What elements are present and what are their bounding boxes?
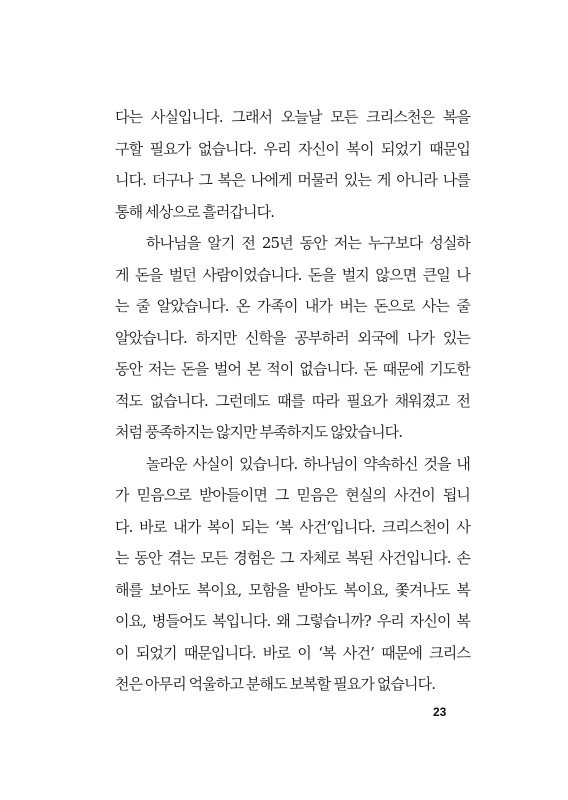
text-line: 게 돈을 벌던 사람이었습니다. 돈을 벌지 않으면 큰일 나 (115, 265, 470, 284)
text-line: 다는 사실입니다. 그래서 오늘날 모든 크리스천은 복을 (115, 108, 470, 126)
text-line: 동안 저는 돈을 벌어 본 적이 없습니다. 돈 때문에 기도한 (115, 360, 470, 378)
text-line: 놀라운 사실이 있습니다. 하나님이 약속하신 것을 내 (146, 454, 470, 473)
text-line: 적도 없습니다. 그런데도 때를 따라 필요가 채워졌고 전 (115, 391, 470, 410)
text-line: 하나님을 알기 전 25년 동안 저는 누구보다 성실하 (146, 234, 470, 252)
page-number: 23 (433, 705, 447, 719)
text-line: 해를 보아도 복이요, 모함을 받아도 복이요, 쫓겨나도 복 (115, 580, 470, 599)
paragraph-3 (115, 449, 470, 701)
body-text (115, 102, 470, 701)
text-line: 이요, 병들어도 복입니다. 왜 그렇습니까? 우리 자신이 복 (115, 612, 470, 630)
text-line: 가 믿음으로 받아들이면 그 믿음은 현실의 사건이 됩니 (115, 486, 470, 504)
text-line: 처럼 풍족하지는 않지만 부족하지도 않았습니다. (115, 423, 403, 441)
text-line: 다. 바로 내가 복이 되는 ‘복 사건’입니다. 크리스천이 사 (115, 517, 470, 536)
text-line: 천은 아무리 억울하고 분해도 보복할 필요가 없습니다. (115, 675, 436, 693)
paragraph-1 (115, 102, 470, 228)
text-line: 알았습니다. 하지만 신학을 공부하러 외국에 나가 있는 (115, 328, 470, 347)
text-line: 통해 세상으로 흘러갑니다. (115, 202, 275, 221)
paragraph-2 (115, 228, 470, 449)
text-line: 는 줄 알았습니다. 온 가족이 내가 버는 돈으로 사는 줄 (115, 297, 470, 315)
text-line: 니다. 더구나 그 복은 나에게 머물러 있는 게 아니라 나를 (115, 171, 470, 189)
text-line: 이 되었기 때문입니다. 바로 이 ‘복 사건’ 때문에 크리스 (115, 643, 470, 662)
text-line: 구할 필요가 없습니다. 우리 자신이 복이 되었기 때문입 (115, 139, 470, 158)
text-line: 는 동안 겪는 모든 경험은 그 자체로 복된 사건입니다. 손 (115, 549, 470, 567)
